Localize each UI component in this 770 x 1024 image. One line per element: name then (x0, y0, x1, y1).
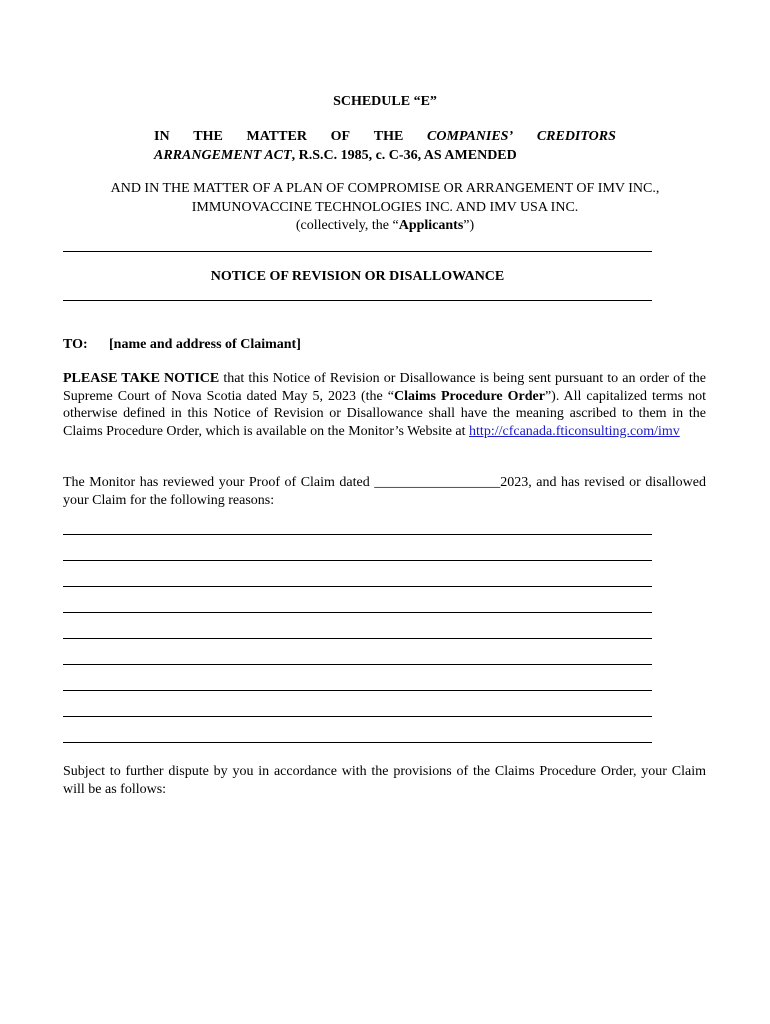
matter-word: OF (330, 129, 351, 144)
review-text-part1: The Monitor has reviewed your Proof of Claim dated (63, 475, 375, 490)
reason-line[interactable] (63, 560, 652, 561)
plan-line1: AND IN THE MATTER OF A PLAN OF COMPROMISE OR ARRANGEMENT OF IMV INC., (110, 181, 660, 196)
reason-line[interactable] (63, 716, 652, 717)
plan-line3-post: ”) (463, 218, 475, 233)
act-name-part1: COMPANIES’ (427, 129, 514, 144)
reason-line[interactable] (63, 586, 652, 587)
act-citation: , R.S.C. 1985, c. C-36, AS AMENDED (291, 148, 517, 163)
notice-text-part2: ”). All capitalized terms not otherwise defined in this Notice of Revision or Disallowance shall have the meaning ascribed to them in the Claims Procedure Order, which is available on the Monitor’s Website at (63, 388, 706, 439)
applicants-term: Applicants (398, 218, 464, 233)
matter-word: THE (373, 129, 404, 144)
matter-heading-plan (60, 180, 710, 236)
notice-paragraph (63, 370, 706, 440)
notice-text-part1: that this Notice of Revision or Disallowance is being sent pursuant to an order of the Supreme Court of Nova Scotia dated May 5, 2023 (the “ (63, 371, 706, 404)
review-paragraph (63, 474, 706, 509)
notice-title: NOTICE OF REVISION OR DISALLOWANCE (210, 269, 505, 284)
review-text-part2: 2023, and has revised or disallowed your Claim for the following reasons: (63, 475, 707, 508)
reason-line[interactable] (63, 690, 652, 691)
reason-line[interactable] (63, 742, 652, 743)
matter-word: THE (193, 129, 223, 144)
matter-word: IN (154, 129, 170, 144)
reason-line[interactable] (63, 534, 652, 535)
matter-heading-ccaa (154, 127, 616, 165)
divider-line (63, 251, 652, 252)
plan-line2: IMMUNOVACCINE TECHNOLOGIES INC. AND IMV USA INC. (191, 199, 579, 215)
subject-paragraph: Subject to further dispute by you in accordance with the provisions of the Claims Procedure Order, your Claim will be as follows: (63, 764, 706, 797)
matter-word: MATTER (246, 129, 307, 144)
date-blank-field[interactable]: __________________ (374, 475, 501, 490)
monitor-website-link[interactable]: http://cfcanada.fticonsulting.com/imv (469, 423, 680, 439)
matter-heading-line2 (154, 146, 616, 165)
act-name-part3: ARRANGEMENT ACT (154, 148, 292, 163)
to-label: TO: (63, 337, 88, 352)
divider-line (63, 300, 652, 301)
reason-line[interactable] (63, 638, 652, 639)
plan-line3 (60, 217, 710, 236)
claims-procedure-order-term: Claims Procedure Order (393, 388, 545, 404)
reason-line[interactable] (63, 612, 652, 613)
please-take-notice: PLEASE TAKE NOTICE (63, 371, 220, 386)
to-line (63, 337, 301, 353)
matter-heading-line1 (154, 127, 616, 146)
reason-line[interactable] (63, 664, 652, 665)
schedule-title: SCHEDULE “E” (333, 94, 437, 109)
claimant-placeholder: [name and address of Claimant] (109, 337, 301, 352)
plan-line3-pre: (collectively, the “ (295, 218, 399, 233)
act-name-part2: CREDITORS (536, 129, 616, 144)
